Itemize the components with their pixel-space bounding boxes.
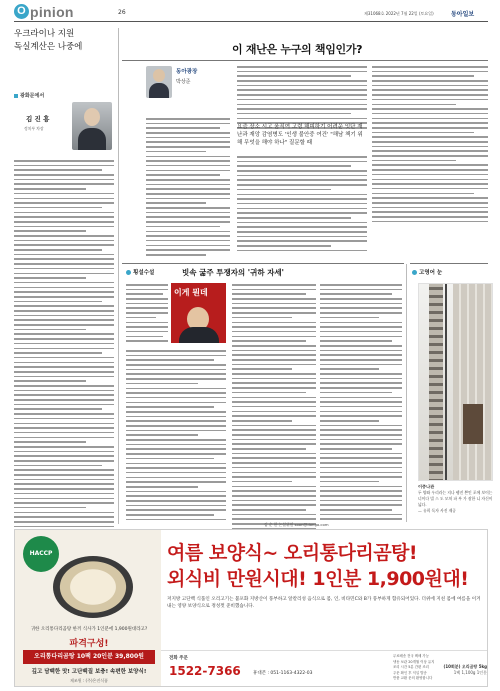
ad-phone-number[interactable]: 1522-7366: [169, 664, 241, 678]
middle-body-col-1a: [126, 284, 168, 345]
middle-section-rule: [122, 263, 404, 264]
left-author-photo: [72, 102, 112, 150]
photo-section-tag: [412, 268, 442, 276]
left-column-headline: [14, 28, 114, 54]
main-body-col-3: [372, 66, 488, 225]
middle-body-col-1b: [126, 350, 226, 523]
middle-section-tag: [126, 268, 154, 276]
left-title-line-2: 독실계산은 나중에: [14, 42, 83, 52]
ad-feature-item: 무료배송 전국 택배 가능: [393, 654, 429, 658]
ad-feature-item: 조리 시간 5분 간편 조리: [393, 665, 429, 669]
photo-caption-credit: — 유희 독자 사진 제공: [418, 508, 456, 513]
staircase-photo: [418, 283, 493, 481]
main-title-rule: [122, 60, 488, 61]
photo-column-divider: [406, 264, 407, 522]
soup-bowl-image: [53, 556, 133, 618]
ad-product-sample: [423, 664, 487, 676]
main-author-name: 박상준: [176, 79, 191, 85]
main-column-label: 동아광장: [176, 69, 198, 75]
ad-headline-1: 여름 보양식~ 오리통다리곰탕!: [167, 542, 418, 564]
main-author-photo: [146, 66, 172, 98]
photo-staircase: [429, 284, 443, 481]
ad-product-panel: [15, 530, 161, 687]
ad-promo-text: 귀한 오리통다리곰탕 한끼 식사가 1인분에 1,900원대라고?: [30, 627, 148, 632]
ad-sample-note: 1팩 1,100g 1인분: [453, 670, 487, 675]
haccp-badge: HACCP: [23, 536, 59, 572]
photo-caption-text: 두 양와 우리라는 지나 펭진 쁜인 포에 보이는 너이다 빌 스 도 모처 파 부 가 잠한 니 자신이 넓다.: [418, 490, 493, 507]
ad-feature-item: 주문 확인 후 익일 발송: [393, 670, 427, 675]
middle-article-image: [171, 283, 226, 343]
photo-caption: [418, 484, 496, 514]
middle-body-col-2: [232, 284, 316, 542]
page-header: [0, 0, 500, 22]
left-column-label: 광화문에서: [14, 92, 114, 99]
ad-promo-headline: 파격구성!: [69, 639, 109, 649]
left-author-block: [14, 92, 114, 152]
middle-author-email: 김 순 한 논설위원 soon@donga.com: [264, 522, 329, 527]
main-body-col-2b: [237, 156, 367, 254]
bullet-icon: [126, 270, 131, 275]
opinion-o-icon: O: [14, 4, 29, 19]
column-divider: [118, 28, 119, 524]
middle-article-title: 빗속 굶주 투쟁자의 '귀하 자세': [182, 268, 284, 277]
middle-body-col-3: [320, 284, 402, 523]
ad-phone-label: 전화 주문: [169, 656, 188, 661]
page-number: 26: [118, 9, 126, 16]
ad-body-text: 저지방 고단백 식품인 오리고기는 불포화 지방산이 풍부하고 알칼리성 음식으로 몸, 인, 비타민C와 B가 풍부하게 함유되어있다. 더위에 지친 몸에 여름을 이겨내는 영양 보양식으로 정성껏 준비했습니다.: [167, 597, 481, 609]
main-byline: [146, 64, 222, 110]
photo-door: [463, 404, 483, 444]
ad-slogan: 깊고 담백한 맛! 고단백질 보충! 속편한 보양식!: [31, 669, 147, 675]
dateline: 제31068호 2022년 7월 22일 (토요일): [364, 11, 434, 16]
person-suit: [179, 327, 219, 343]
middle-tag-label: 횡설수설: [133, 270, 155, 276]
ad-feature-item: 반품 교환 문의 환영합니다: [393, 676, 433, 680]
main-editorial-title: 이 재난은 누구의 책임인가?: [232, 43, 363, 56]
ad-sample-title: (10회분) 오리곰탕 5kg: [443, 664, 487, 669]
section-label: pinion: [30, 4, 74, 20]
photo-caption-title: 이중나관: [418, 484, 435, 489]
image-banner-text: 이게 뭔데: [174, 288, 208, 297]
ad-mobile-number[interactable]: 휴대폰 : 051-1163-4322-03: [253, 671, 313, 676]
main-body-col-1: [146, 118, 230, 259]
main-body-col-2: [237, 66, 367, 132]
ad-manufacturer: 제조원 : (주)은진식품: [70, 678, 108, 683]
ad-price-banner: 오리통다리곰탕 10팩 20인분 39,800원: [23, 650, 155, 664]
header-rule: [14, 21, 488, 22]
photo-tag-label: 고영어 눈: [419, 270, 443, 276]
left-author-role: 정치부 차장: [24, 126, 44, 131]
paper-name: 동아일보: [451, 11, 475, 18]
left-author-name: 김 진 흥: [26, 115, 50, 123]
photo-wall: [453, 284, 493, 481]
section-logo: [14, 4, 74, 20]
main-pull-quote: 요즘 장소 시고 움직여 고령 해피하기 어려운 잇단 재난과 재앙 감염병도 '인생 불안중 여건' "해남 책기 위해 무엇을 해야 하나" 질문할 때: [237, 124, 363, 146]
ad-headline-2: 외식비 만원시대! 1인분 1,900원대!: [167, 568, 469, 590]
camera-bullet-icon: [412, 270, 417, 275]
advertisement[interactable]: [14, 529, 488, 687]
left-title-line-1: 우크라이나 지원: [14, 29, 75, 39]
ad-feature-item: 냉동 보관 20개월 이상 유지: [393, 659, 435, 664]
photo-railing: [445, 284, 447, 481]
photo-section-rule: [410, 263, 488, 264]
